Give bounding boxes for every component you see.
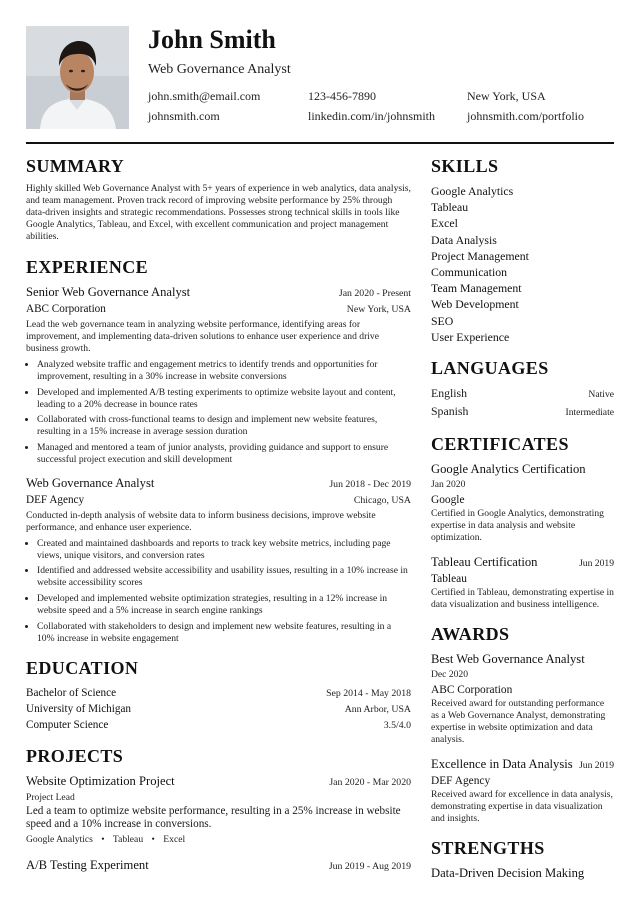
job-bullet: • Identified and addressed website accessibility and usability issues, resulting in a 10% increase in website accessibility scores (37, 565, 411, 589)
project-description: Led a team to optimize website performance, resulting in a 25% increase in website speed and a 10% increase in conversions. (26, 804, 401, 831)
certificate-entry (431, 554, 614, 611)
skill-item: User Experience (431, 329, 510, 344)
contact-location: New York, USA (467, 89, 546, 103)
certificates-section (431, 433, 614, 611)
job-bullet: • Managed and mentored a team of junior analysts, providing guidance and support to ensure successful project execution and skill development (37, 442, 411, 466)
education-section (26, 657, 411, 733)
education-location: Ann Arbor, USA (344, 703, 411, 715)
contact-website[interactable]: johnsmith.com (148, 109, 220, 123)
job-location: New York, USA (346, 304, 411, 315)
education-dates: Sep 2014 - May 2018 (326, 687, 411, 699)
summary-text: Highly skilled Web Governance Analyst with 5+ years of experience in web analytics, data analysis, and team management. Proven track record of improving website performance by 25% through data-driven insights and strategic recommendations. Possesses strong technical skills in tools like Google Analytics, Tableau, and Excel, with excellent communication and project management abilities. (26, 183, 411, 242)
project-dates: Jan 2020 - Mar 2020 (329, 776, 411, 788)
award-entry (431, 651, 614, 746)
job-bullet: • Collaborated with stakeholders to design and implement new website features, resulting in a 10% increase in website engagement (37, 621, 411, 645)
candidate-name: John Smith (148, 25, 276, 54)
skill-item: Project Management (431, 248, 529, 263)
award-description: Received award for excellence in data analysis, demonstrating expertise in data visualization and insights. (431, 789, 613, 825)
strengths-section (431, 837, 614, 882)
language-row (431, 403, 614, 421)
certificate-entry (431, 461, 614, 544)
job-dates: Jan 2020 - Present (338, 288, 411, 299)
job-company: DEF Agency (26, 493, 85, 506)
certificate-issuer: Tableau (431, 573, 467, 586)
job-description: Conducted in-depth analysis of website data to inform business decisions, improve website performance, and enhance user experience. (26, 509, 376, 533)
project-tag: Google Analytics (26, 833, 93, 845)
job-bullets (26, 359, 411, 466)
skill-item: Web Development (431, 297, 519, 312)
contact-email[interactable]: john.smith@email.com (148, 89, 261, 103)
strengths-heading: STRENGTHS (431, 838, 545, 859)
project-tags (26, 834, 411, 845)
project-role: Project Lead (26, 791, 75, 803)
job-bullets (26, 538, 411, 645)
experience-entry (26, 475, 411, 645)
job-bullet: • Developed and implemented website optimization strategies, resulting in a 12% increase in website speed and a 5% increase in search engine rankings (37, 593, 411, 617)
experience-section (26, 256, 411, 645)
profile-photo (26, 26, 129, 129)
language-level: Intermediate (565, 407, 614, 419)
languages-heading: LANGUAGES (431, 358, 549, 379)
skill-item: Tableau (431, 200, 469, 215)
awards-heading: AWARDS (431, 624, 510, 645)
contact-phone[interactable]: 123-456-7890 (308, 89, 376, 103)
award-name: Best Web Governance Analyst (431, 652, 585, 667)
award-date: Dec 2020 (431, 669, 469, 681)
certificate-description: Certified in Google Analytics, demonstrating expertise in data analysis and website optimization. (431, 508, 604, 544)
job-bullet: • Analyzed website traffic and engagement metrics to identify trends and opportunities for improvement, resulting in a 30% increase in website conversions (37, 359, 411, 383)
language-name: Spanish (431, 404, 469, 419)
strength-item: Data-Driven Decision Making (431, 866, 585, 881)
experience-heading: EXPERIENCE (26, 257, 149, 277)
tag-separator: • (151, 833, 155, 845)
certificates-heading: CERTIFICATES (431, 434, 569, 455)
contact-portfolio[interactable]: johnsmith.com/portfolio (467, 109, 584, 123)
sidebar-column (431, 155, 614, 882)
project-entry (26, 773, 411, 845)
languages-section (431, 357, 614, 421)
project-entry (26, 857, 411, 874)
job-company: ABC Corporation (26, 303, 106, 315)
award-name: Excellence in Data Analysis (431, 757, 573, 772)
job-location: Chicago, USA (353, 494, 411, 506)
award-date: Jun 2019 (579, 760, 614, 772)
education-gpa: 3.5/4.0 (383, 719, 411, 731)
job-dates: Jun 2018 - Dec 2019 (329, 478, 411, 490)
language-level: Native (588, 389, 614, 401)
skills-heading: SKILLS (431, 156, 499, 176)
skill-item: Data Analysis (431, 232, 497, 247)
skill-item: SEO (431, 313, 454, 328)
education-heading: EDUCATION (26, 657, 139, 678)
certificate-issuer: Google (431, 494, 465, 507)
award-issuer: DEF Agency (431, 775, 491, 788)
skill-item: Team Management (431, 281, 522, 296)
education-school: University of Michigan (26, 702, 132, 715)
language-row (431, 385, 614, 403)
awards-section (431, 623, 614, 825)
job-bullet: • Collaborated with cross-functional teams to design and implement new website features, resulting in a 15% increase in average session duration (37, 414, 411, 438)
contact-linkedin[interactable]: linkedin.com/in/johnsmith (308, 109, 435, 123)
tag-separator: • (101, 833, 105, 845)
award-entry (431, 756, 614, 825)
candidate-title: Web Governance Analyst (148, 62, 291, 77)
summary-section (26, 155, 411, 243)
skill-item: Google Analytics (431, 184, 514, 198)
projects-section (26, 745, 411, 874)
skill-item: Communication (431, 265, 508, 280)
certificate-date: Jun 2019 (579, 558, 614, 570)
project-tag: Tableau (112, 833, 144, 845)
education-field: Computer Science (26, 718, 109, 731)
summary-heading: SUMMARY (26, 156, 125, 176)
certificate-name: Google Analytics Certification (431, 462, 586, 477)
job-bullet: • Developed and implemented A/B testing experiments to optimize website layout and content, leading to a 20% decrease in bounce rates (37, 387, 411, 411)
education-degree: Bachelor of Science (26, 686, 117, 699)
certificate-description: Certified in Tableau, demonstrating expertise in data visualization and business intelligence. (431, 587, 614, 611)
award-issuer: ABC Corporation (431, 684, 513, 697)
skills-section (431, 155, 614, 345)
job-role: Web Governance Analyst (26, 475, 155, 490)
project-tag: Excel (163, 833, 186, 845)
skill-item: Excel (431, 216, 458, 231)
language-name: English (431, 386, 468, 401)
certificate-date: Jan 2020 (431, 479, 466, 491)
job-bullet: • Created and maintained dashboards and reports to track key website metrics, including page views, unique visitors, and conversion rates (37, 538, 411, 562)
project-dates: Jun 2019 - Aug 2019 (328, 860, 411, 872)
job-role: Senior Web Governance Analyst (26, 285, 191, 299)
header-divider (26, 142, 614, 144)
experience-entry (26, 284, 411, 466)
job-description: Lead the web governance team in analyzing website performance, identifying areas for improvement, and implementing data-driven solutions to enhance user experience and drive business growth. (26, 319, 379, 354)
certificate-name: Tableau Certification (431, 555, 538, 570)
project-name: A/B Testing Experiment (26, 857, 149, 872)
person-portrait-icon (26, 26, 129, 129)
project-name: Website Optimization Project (26, 773, 175, 788)
award-description: Received award for outstanding performance as a Web Governance Analyst, demonstrating expertise in website optimization and data analysis. (431, 698, 606, 746)
projects-heading: PROJECTS (26, 745, 124, 766)
main-column (26, 155, 411, 874)
